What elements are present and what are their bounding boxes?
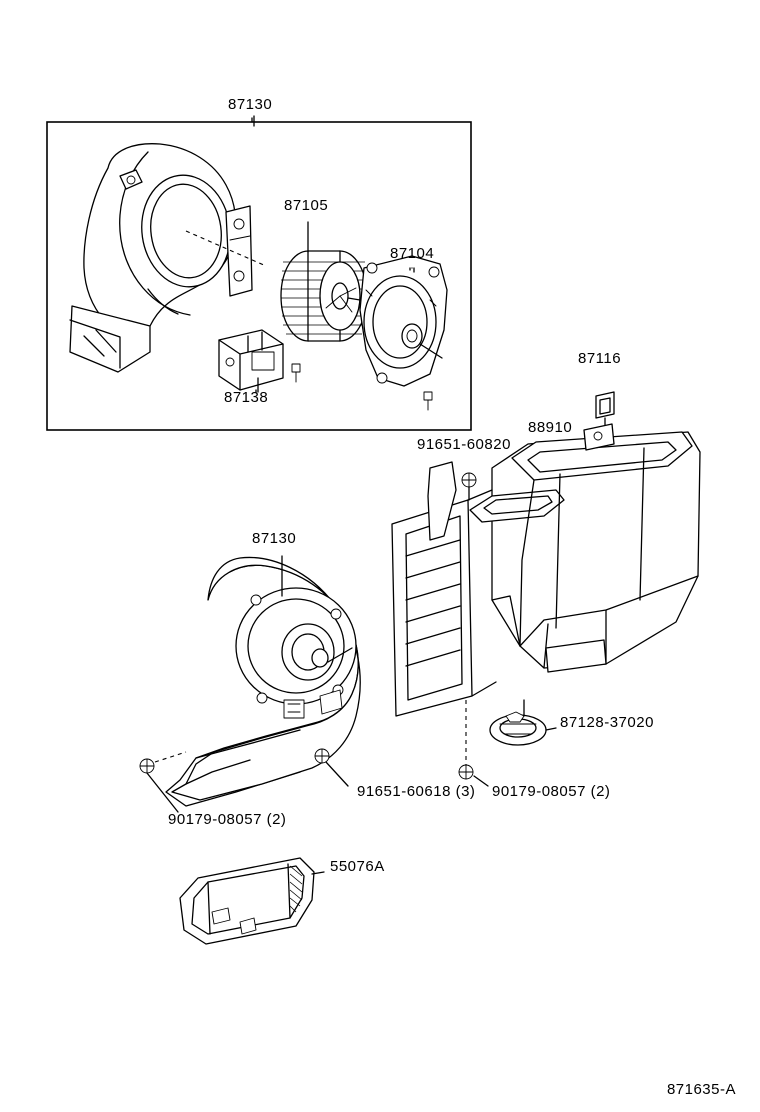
label-88910: 88910 xyxy=(528,419,573,436)
motor-body xyxy=(364,276,436,368)
label-87130-mid: 87130 xyxy=(252,530,297,547)
fastener-right-nut xyxy=(459,700,488,786)
label-87104: 87104 xyxy=(390,245,435,262)
label-90179-08057-left: 90179-08057 (2) xyxy=(168,811,287,828)
label-87128-37020: 87128-37020 xyxy=(560,714,654,731)
label-90179-08057-right: 90179-08057 (2) xyxy=(492,783,611,800)
part-55076A-duct-cover xyxy=(180,858,324,944)
part-87130-upper-housing xyxy=(70,118,266,372)
label-87116: 87116 xyxy=(578,350,622,367)
label-55076A: 55076A xyxy=(330,858,385,875)
part-87128-37020-grommet xyxy=(490,700,556,745)
part-87105-fan-wheel xyxy=(281,222,367,341)
label-91651-60820: 91651-60820 xyxy=(417,436,511,453)
footer-diagram-code: 871635-A xyxy=(666,1081,736,1098)
label-87138: 87138 xyxy=(224,389,269,406)
label-87105: 87105 xyxy=(284,197,329,214)
part-87138-resistor xyxy=(219,330,283,392)
label-87130-top: 87130 xyxy=(228,96,273,113)
part-87104-blower-motor xyxy=(348,256,447,386)
label-91651-60618: 91651-60618 (3) xyxy=(357,783,476,800)
